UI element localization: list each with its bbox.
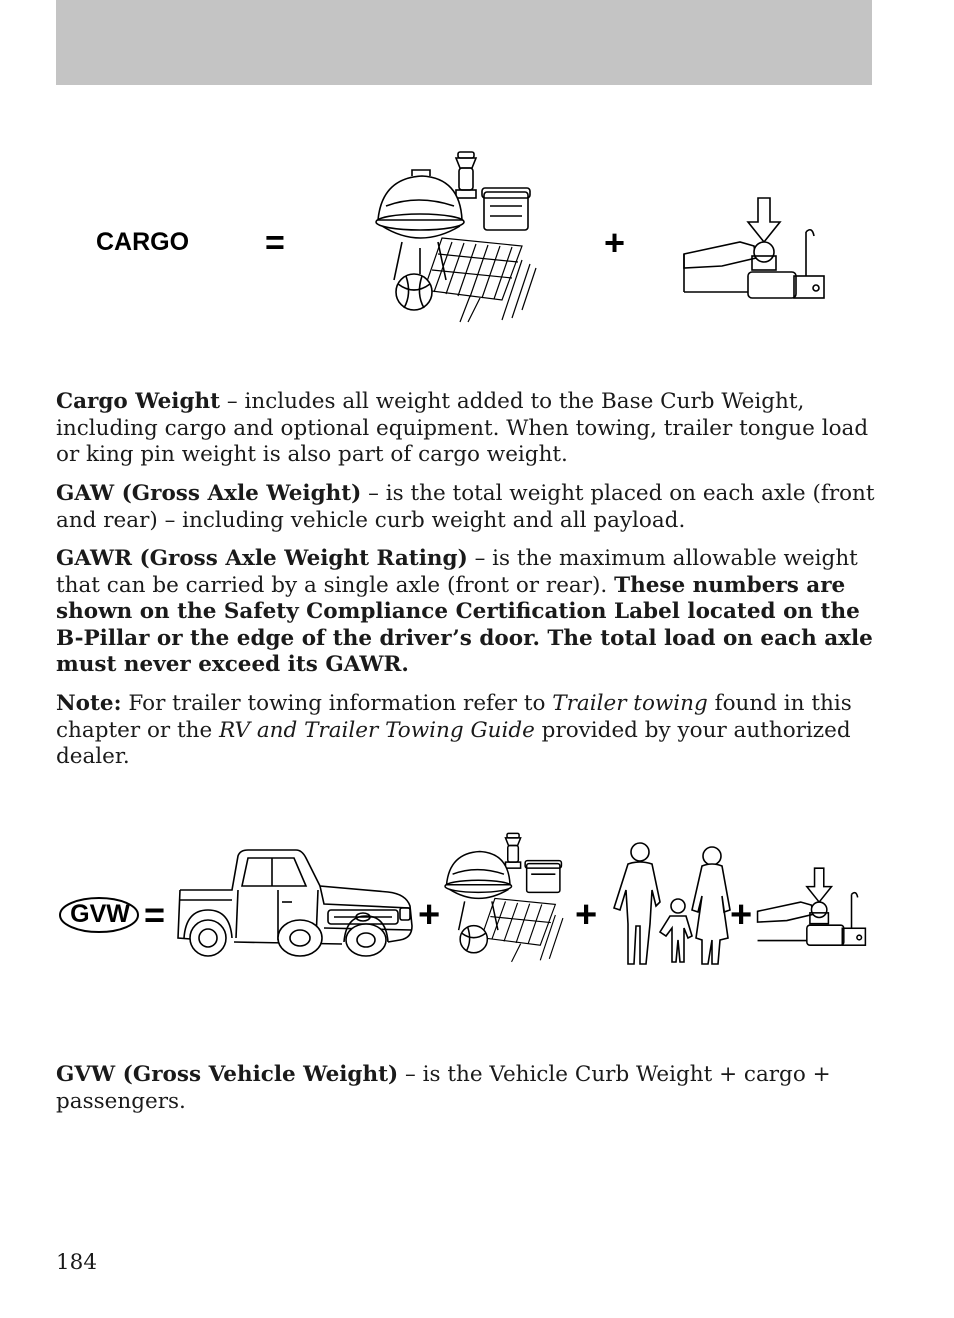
note-text-1: For trailer towing information refer to xyxy=(121,691,553,716)
trailer-hitch-icon-small xyxy=(756,866,870,952)
gvw-plus-sign-1: + xyxy=(418,894,441,936)
note-ref-trailer-towing: Trailer towing xyxy=(552,691,708,716)
header-bar xyxy=(56,0,872,85)
desc-cargo-weight: – includes all weight added to the Base Curb Weight, including cargo and optional equipment. When towing, trailer tongue load or king pin weight is also part of cargo weight. xyxy=(56,389,869,467)
gvw-plus-sign-2: + xyxy=(575,894,598,936)
note-text-2: found in this chapter or the xyxy=(56,691,852,743)
note-label: Note: xyxy=(56,691,122,716)
camping-gear-icon-small xyxy=(442,830,572,966)
pickup-truck-icon xyxy=(174,846,416,958)
cargo-label: CARGO xyxy=(96,228,190,256)
gvw-label: GVW xyxy=(70,900,130,928)
note-ref-towing-guide: RV and Trailer Towing Guide xyxy=(219,717,535,743)
camping-gear-icon xyxy=(372,150,544,325)
term-gawr: GAWR (Gross Axle Weight Rating) xyxy=(56,546,468,571)
gawr-warning: These numbers are shown on the Safety Compliance Certification Label located on the B-Pillar or the edge of the driver’s door. The total load on each axle must never exceed its GAWR. xyxy=(56,572,873,677)
desc-gawr: – is the maximum allowable weight that can be carried by a single axle (front or rear). xyxy=(56,546,858,598)
plus-sign: + xyxy=(604,222,626,263)
passengers-icon xyxy=(604,840,734,968)
gvw-plus-sign-3: + xyxy=(730,894,753,936)
paragraph-gaw xyxy=(56,481,876,534)
term-gvw: GVW (Gross Vehicle Weight) xyxy=(56,1062,399,1087)
paragraph-gawr xyxy=(56,546,876,679)
paragraph-cargo-weight xyxy=(56,389,876,469)
note-text-3: provided by your authorized dealer. xyxy=(56,717,851,769)
gvw-equals-sign: = xyxy=(144,894,166,935)
equals-sign: = xyxy=(265,224,285,262)
trailer-hitch-icon xyxy=(682,196,830,306)
term-cargo-weight: Cargo Weight xyxy=(56,389,221,414)
desc-gvw: – is the Vehicle Curb Weight + cargo + passengers. xyxy=(56,1062,831,1114)
paragraph-note xyxy=(56,691,876,771)
paragraph-gvw xyxy=(56,1062,876,1115)
page-number: 184 xyxy=(56,1250,98,1275)
term-gaw: GAW (Gross Axle Weight) xyxy=(56,481,362,506)
desc-gaw: – is the total weight placed on each axle (front and rear) – including vehicle curb weight and all payload. xyxy=(56,481,875,533)
